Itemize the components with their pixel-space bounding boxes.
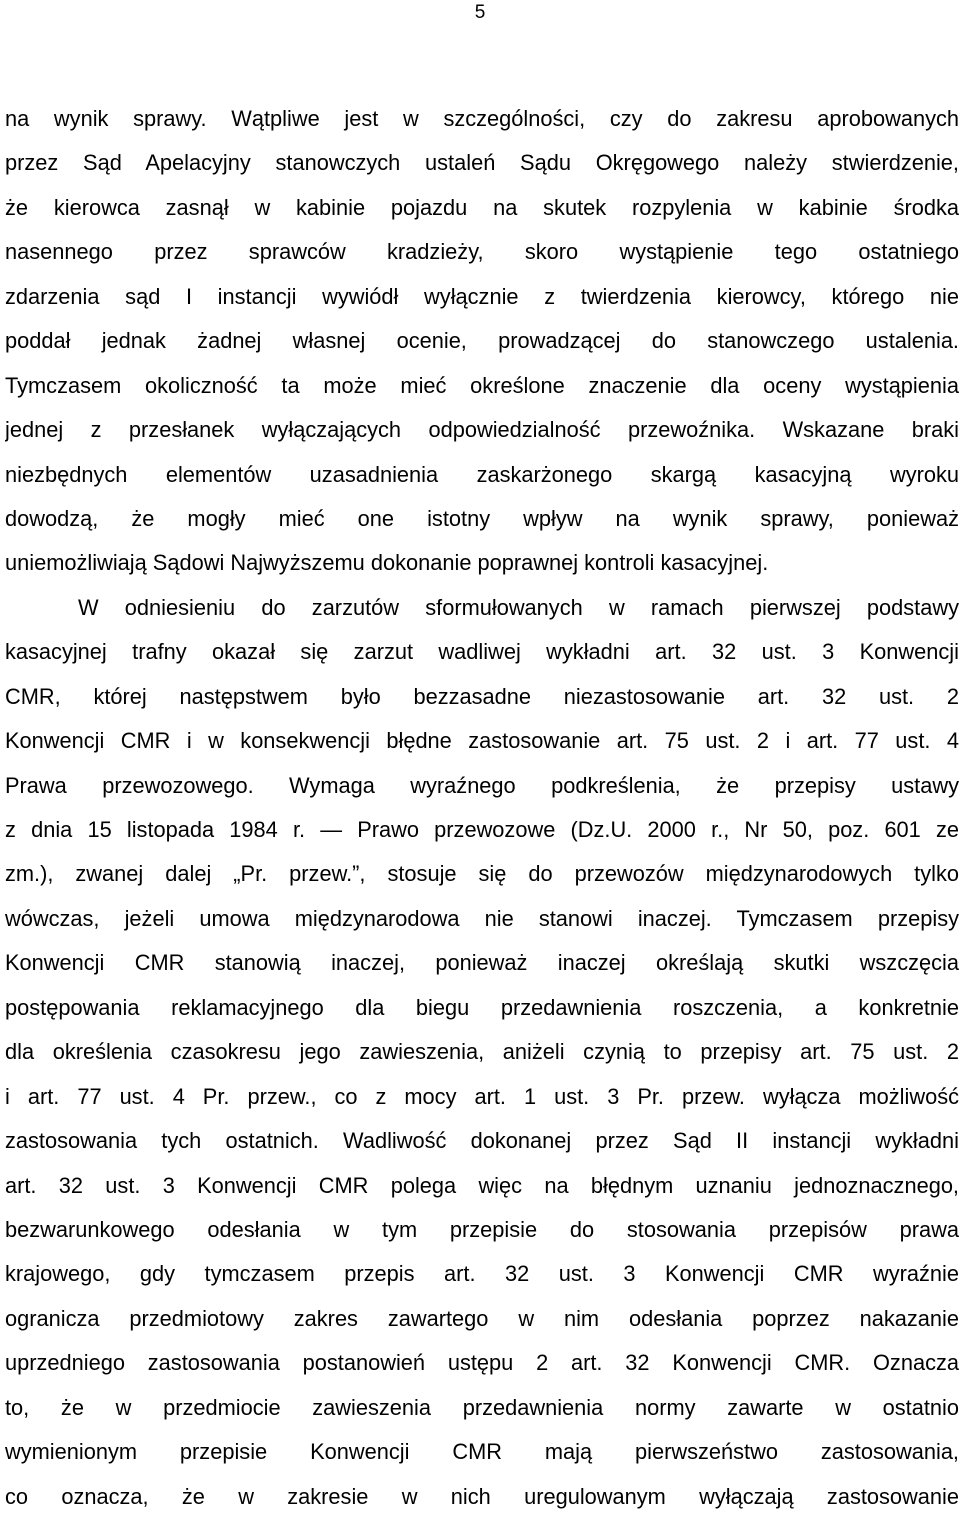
text-line: art. 32 ust. 3 Konwencji CMR polega więc na błędnym uznaniu jednoznacznego, bbox=[5, 1172, 959, 1198]
text-line: zdarzenia sąd I instancji wywiódł wyłącznie z twierdzenia kierowcy, którego nie bbox=[5, 283, 959, 309]
document-body bbox=[5, 97, 959, 1519]
text-line: przez Sąd Apelacyjny stanowczych ustaleń Sądu Okręgowego należy stwierdzenie, bbox=[5, 150, 959, 176]
text-line: uprzedniego zastosowania postanowień ustępu 2 art. 32 Konwencji CMR. Oznacza bbox=[5, 1350, 959, 1376]
page-number: 5 bbox=[474, 2, 486, 23]
text-line: niezbędnych elementów uzasadnienia zaskarżonego skargą kasacyjną wyroku bbox=[5, 461, 959, 487]
text-line: że kierowca zasnął w kabinie pojazdu na skutek rozpylenia w kabinie środka bbox=[5, 194, 959, 220]
text-line: zastosowania tych ostatnich. Wadliwość dokonanej przez Sąd II instancji wykładni bbox=[5, 1128, 959, 1154]
text-line: bezwarunkowego odesłania w tym przepisie do stosowania przepisów prawa bbox=[5, 1216, 959, 1242]
text-line: to, że w przedmiocie zawieszenia przedawnienia normy zawarte w ostatnio bbox=[5, 1394, 959, 1420]
text-line: Konwencji CMR stanowią inaczej, ponieważ inaczej określają skutki wszczęcia bbox=[5, 950, 959, 976]
text-line: wówczas, jeżeli umowa międzynarodowa nie stanowi inaczej. Tymczasem przepisy bbox=[5, 905, 959, 931]
text-line: poddał jednak żadnej własnej ocenie, prowadzącej do stanowczego ustalenia. bbox=[5, 328, 959, 354]
text-line: Tymczasem okoliczność ta może mieć określone znaczenie dla oceny wystąpienia bbox=[5, 372, 959, 398]
text-line: dla określenia czasokresu jego zawieszenia, aniżeli czynią to przepisy art. 75 ust. 2 bbox=[5, 1039, 959, 1065]
paragraph-first-line: W odniesieniu do zarzutów sformułowanych w ramach pierwszej podstawy bbox=[78, 594, 959, 620]
text-line: co oznacza, że w zakresie w nich uregulowanym wyłączają zastosowanie bbox=[5, 1483, 959, 1509]
text-line: zm.), zwanej dalej „Pr. przew.”, stosuje się do przewozów międzynarodowych tylko bbox=[5, 861, 959, 887]
text-line: postępowania reklamacyjnego dla biegu przedawnienia roszczenia, a konkretnie bbox=[5, 994, 959, 1020]
text-line: na wynik sprawy. Wątpliwe jest w szczególności, czy do zakresu aprobowanych bbox=[5, 106, 959, 131]
text-line: wymienionym przepisie Konwencji CMR mają pierwszeństwo zastosowania, bbox=[5, 1439, 959, 1465]
text-line: z dnia 15 listopada 1984 r. — Prawo przewozowe (Dz.U. 2000 r., Nr 50, poz. 601 ze bbox=[5, 817, 959, 842]
text-line: CMR, której następstwem było bezzasadne niezastosowanie art. 32 ust. 2 bbox=[5, 683, 959, 709]
text-line: kasacyjnej trafny okazał się zarzut wadliwej wykładni art. 32 ust. 3 Konwencji bbox=[5, 639, 959, 665]
text-line: uniemożliwiają Sądowi Najwyższemu dokonanie poprawnej kontroli kasacyjnej. bbox=[5, 550, 769, 576]
text-line: jednej z przesłanek wyłączających odpowiedzialność przewoźnika. Wskazane braki bbox=[5, 417, 959, 443]
text-line: i art. 77 ust. 4 Pr. przew., co z mocy art. 1 ust. 3 Pr. przew. wyłącza możliwość bbox=[5, 1083, 959, 1109]
text-line: Konwencji CMR i w konsekwencji błędne zastosowanie art. 75 ust. 2 i art. 77 ust. 4 bbox=[5, 728, 959, 754]
text-line: nasennego przez sprawców kradzieży, skoro wystąpienie tego ostatniego bbox=[5, 239, 959, 265]
text-line: Prawa przewozowego. Wymaga wyraźnego podkreślenia, że przepisy ustawy bbox=[5, 772, 959, 798]
text-line: dowodzą, że mogły mieć one istotny wpływ na wynik sprawy, ponieważ bbox=[5, 505, 959, 531]
text-line: ogranicza przedmiotowy zakres zawartego w nim odesłania poprzez nakazanie bbox=[5, 1305, 959, 1331]
text-line: krajowego, gdy tymczasem przepis art. 32 ust. 3 Konwencji CMR wyraźnie bbox=[5, 1261, 959, 1287]
